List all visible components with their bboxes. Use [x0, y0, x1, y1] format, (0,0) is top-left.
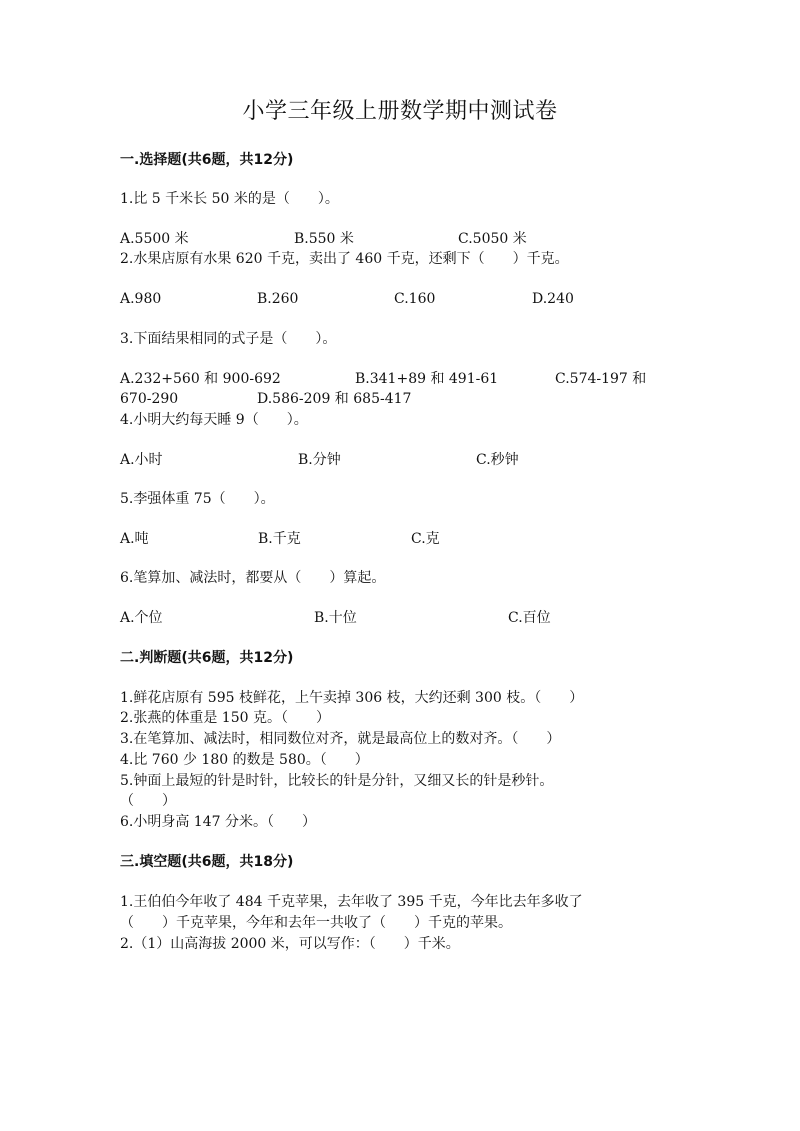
section-heading-true-false: 二.判断题(共6题，共12分)	[120, 650, 294, 666]
question-3-option-c: C.574-197 和	[555, 371, 647, 387]
fill-item-1-line-1: 1.王伯伯今年收了 484 千克苹果，去年收了 395 千克，今年比去年多收了	[120, 894, 583, 910]
question-3-option-d: D.586-209 和 685-417	[257, 391, 412, 407]
question-2-option-b: B.260	[257, 291, 299, 307]
judge-item-5-bracket: （ ）	[120, 793, 176, 809]
judge-item-2: 2.张燕的体重是 150 克。（ ）	[120, 710, 330, 726]
section-heading-fill-blank: 三.填空题(共6题，共18分)	[120, 854, 294, 870]
judge-item-1: 1.鲜花店原有 595 枝鲜花，上午卖掉 306 枝，大约还剩 300 枝。（ ）	[120, 690, 584, 706]
question-4-stem: 4.小明大约每天睡 9（ ）。	[120, 412, 308, 428]
judge-item-5: 5.钟面上最短的针是时针，比较长的针是分针，又细又长的针是秒针。	[120, 773, 554, 789]
question-1-stem: 1.比 5 千米长 50 米的是（ ）。	[120, 191, 339, 207]
question-5-stem: 5.李强体重 75（ ）。	[120, 491, 275, 507]
fill-item-2: 2.（1）山高海拔 2000 米，可以写作：（ ）千米。	[120, 936, 460, 952]
question-1-option-a: A.5500 米	[120, 231, 189, 247]
question-1-option-b: B.550 米	[294, 231, 354, 247]
question-3-option-c-continued: 670-290	[120, 391, 179, 407]
question-4-option-b: B.分钟	[298, 452, 341, 468]
question-2-option-a: A.980	[120, 291, 162, 307]
question-3-stem: 3.下面结果相同的式子是（ ）。	[120, 331, 337, 347]
question-3-option-b: B.341+89 和 491-61	[355, 371, 499, 387]
section-heading-choice: 一.选择题(共6题，共12分)	[120, 152, 294, 168]
question-5-option-a: A.吨	[120, 531, 149, 547]
question-2-option-d: D.240	[532, 291, 574, 307]
fill-item-1-line-2: （ ）千克苹果，今年和去年一共收了（ ）千克的苹果。	[120, 915, 512, 931]
question-2-stem: 2.水果店原有水果 620 千克，卖出了 460 千克，还剩下（ ）千克。	[120, 251, 569, 267]
page-title: 小学三年级上册数学期中测试卷	[242, 99, 558, 124]
question-6-stem: 6.笔算加、减法时，都要从（ ）算起。	[120, 570, 386, 586]
question-5-option-c: C.克	[411, 531, 440, 547]
judge-item-4: 4.比 760 少 180 的数是 580。（ ）	[120, 752, 369, 768]
question-6-option-c: C.百位	[508, 610, 551, 626]
question-5-option-b: B.千克	[258, 531, 301, 547]
question-2-option-c: C.160	[394, 291, 436, 307]
question-4-option-c: C.秒钟	[476, 452, 519, 468]
question-6-option-a: A.个位	[120, 610, 163, 626]
question-4-option-a: A.小时	[120, 452, 163, 468]
judge-item-6: 6.小明身高 147 分米。（ ）	[120, 814, 316, 830]
question-3-option-a: A.232+560 和 900-692	[120, 371, 281, 387]
question-1-option-c: C.5050 米	[458, 231, 527, 247]
question-6-option-b: B.十位	[314, 610, 357, 626]
judge-item-3: 3.在笔算加、减法时，相同数位对齐，就是最高位上的数对齐。（ ）	[120, 731, 561, 747]
